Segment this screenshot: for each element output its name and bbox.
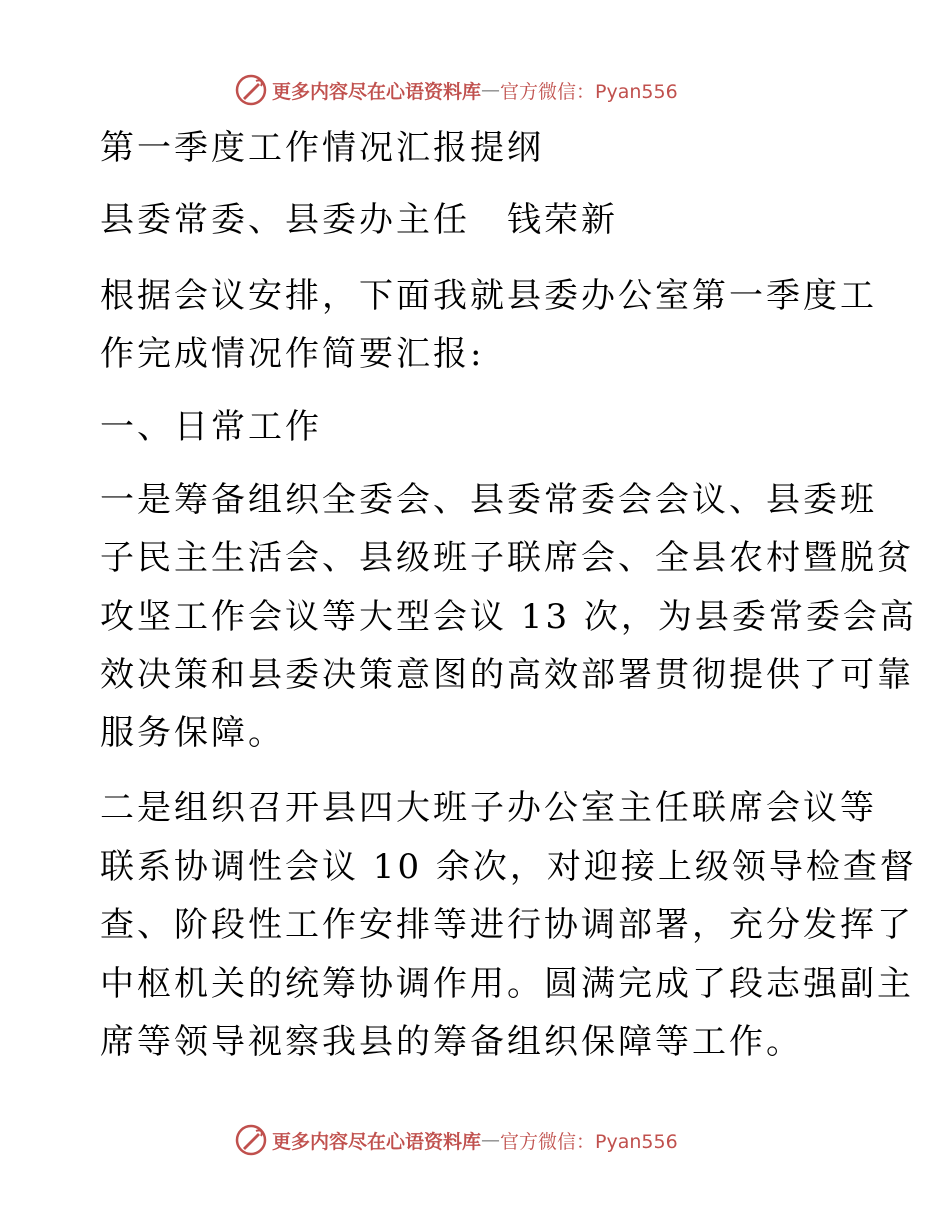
banner-dash: — [481, 1129, 501, 1151]
paragraph2-line: 二是组织召开县四大班子办公室主任联席会议等 [100, 788, 877, 828]
paragraph1-line: 效决策和县委决策意图的高效部署贯彻提供了可靠 [100, 655, 914, 695]
paragraph1-line: 服务保障。 [100, 713, 285, 753]
paragraph2-line: 席等领导视察我县的筹备组织保障等工作。 [100, 1022, 803, 1062]
paragraph2-line: 查、阶段性工作安排等进行协调部署，充分发挥了 [100, 905, 914, 945]
intro-line: 根据会议安排，下面我就县委办公室第一季度工 [100, 276, 877, 316]
paragraph1-line: 子民主生活会、县级班子联席会、全县农村暨脱贫 [100, 538, 914, 578]
banner-wechat: 官方微信：Pyan556 [500, 80, 678, 103]
banner-wechat: 官方微信：Pyan556 [500, 1130, 678, 1153]
section-heading: 一、日常工作 [100, 407, 322, 447]
header-banner [234, 73, 678, 107]
footer-banner [234, 1123, 678, 1157]
paragraph1-line: 一是筹备组织全委会、县委常委会会议、县委班 [100, 480, 877, 520]
banner-text: 更多内容尽在心语资料库 [272, 80, 482, 103]
paragraph2-line: 中枢机关的统筹协调作用。圆满完成了段志强副主 [100, 964, 914, 1004]
paragraph2-line: 联系协调性会议 10 余次，对迎接上级领导检查督 [100, 847, 917, 887]
banner-text: 更多内容尽在心语资料库 [272, 1130, 482, 1153]
quill-logo-icon [234, 73, 268, 107]
document-author: 县委常委、县委办主任 钱荣新 [100, 200, 618, 240]
quill-logo-icon [234, 1123, 268, 1157]
paragraph1-line: 攻坚工作会议等大型会议 13 次，为县委常委会高 [100, 597, 917, 637]
banner-dash: — [481, 79, 501, 101]
intro-line: 作完成情况作简要汇报: [100, 334, 485, 374]
document-title: 第一季度工作情况汇报提纲 [100, 128, 544, 168]
